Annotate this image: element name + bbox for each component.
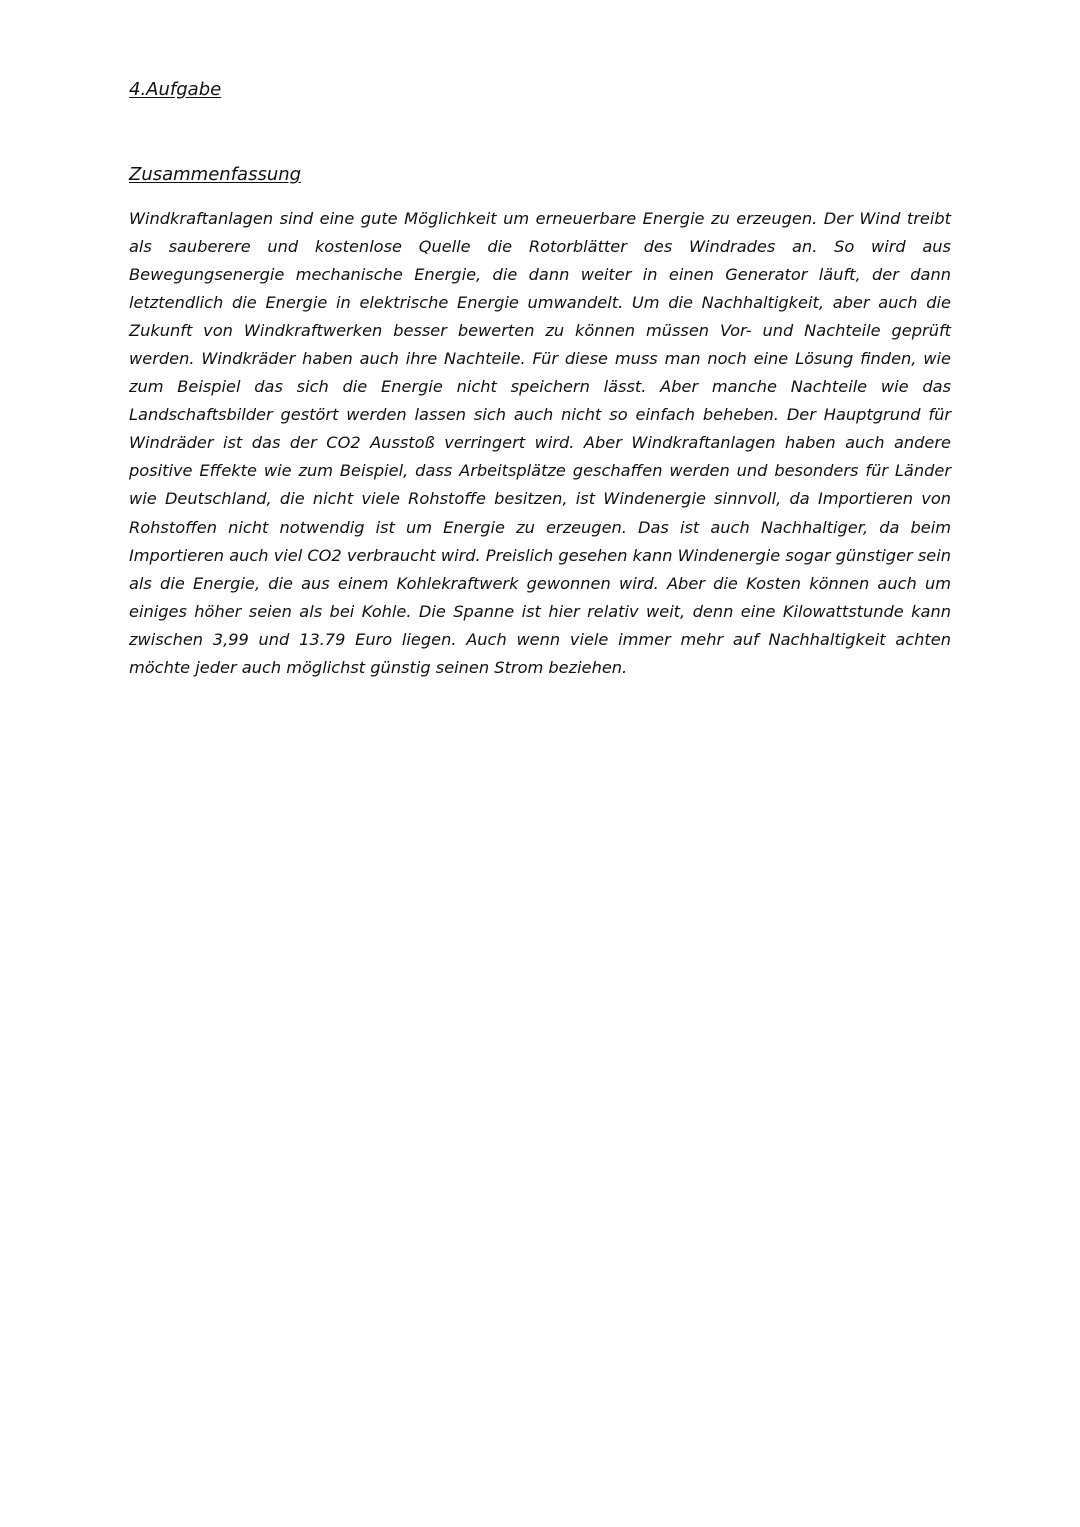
task-heading: 4.Aufgabe (129, 79, 222, 100)
section-heading-summary: Zusammenfassung (129, 164, 302, 185)
summary-paragraph: Windkraftanlagen sind eine gute Möglichkeit um erneuerbare Energie zu erzeugen. Der Wind treibt als sauberere und kostenlose Quelle die Rotorblätter des Windrades an. So wird aus Bewegungsenergie mechanische Energie, die dann weiter in einen Generator läuft, der dann letztendlich die Energie in elektrische Energie umwandelt. Um die Nachhaltigkeit, aber auch die Zukunft von Windkraftwerken besser bewerten zu können müssen Vor- und Nachteile geprüft werden. Windkräder haben auch ihre Nachteile. Für diese muss man noch eine Lösung finden, wie zum Beispiel das sich die Energie nicht speichern lässt. Aber manche Nachteile wie das Landschaftsbilder gestört werden lassen sich auch nicht so einfach beheben. Der Hauptgrund für Windräder ist das der CO2 Ausstoß verringert wird. Aber Windkraftanlagen haben auch andere positive Effekte wie zum Beispiel, dass Arbeitsplätze geschaffen werden und besonders für Länder wie Deutschland, die nicht viele Rohstoffe besitzen, ist Windenergie sinnvoll, da Importieren von Rohstoffen nicht notwendig ist um Energie zu erzeugen. Das ist auch Nachhaltiger, da beim Importieren auch viel CO2 verbraucht wird. Preislich gesehen kann Windenergie sogar günstiger sein als die Energie, die aus einem Kohlekraftwerk gewonnen wird. Aber die Kosten können auch um einiges höher seien als bei Kohle. Die Spanne ist hier relativ weit, denn eine Kilowattstunde kann zwischen 3,99 und 13.79 Euro liegen. Auch wenn viele immer mehr auf Nachhaltigkeit achten möchte jeder auch möglichst günstig seinen Strom beziehen. (129, 209, 951, 677)
